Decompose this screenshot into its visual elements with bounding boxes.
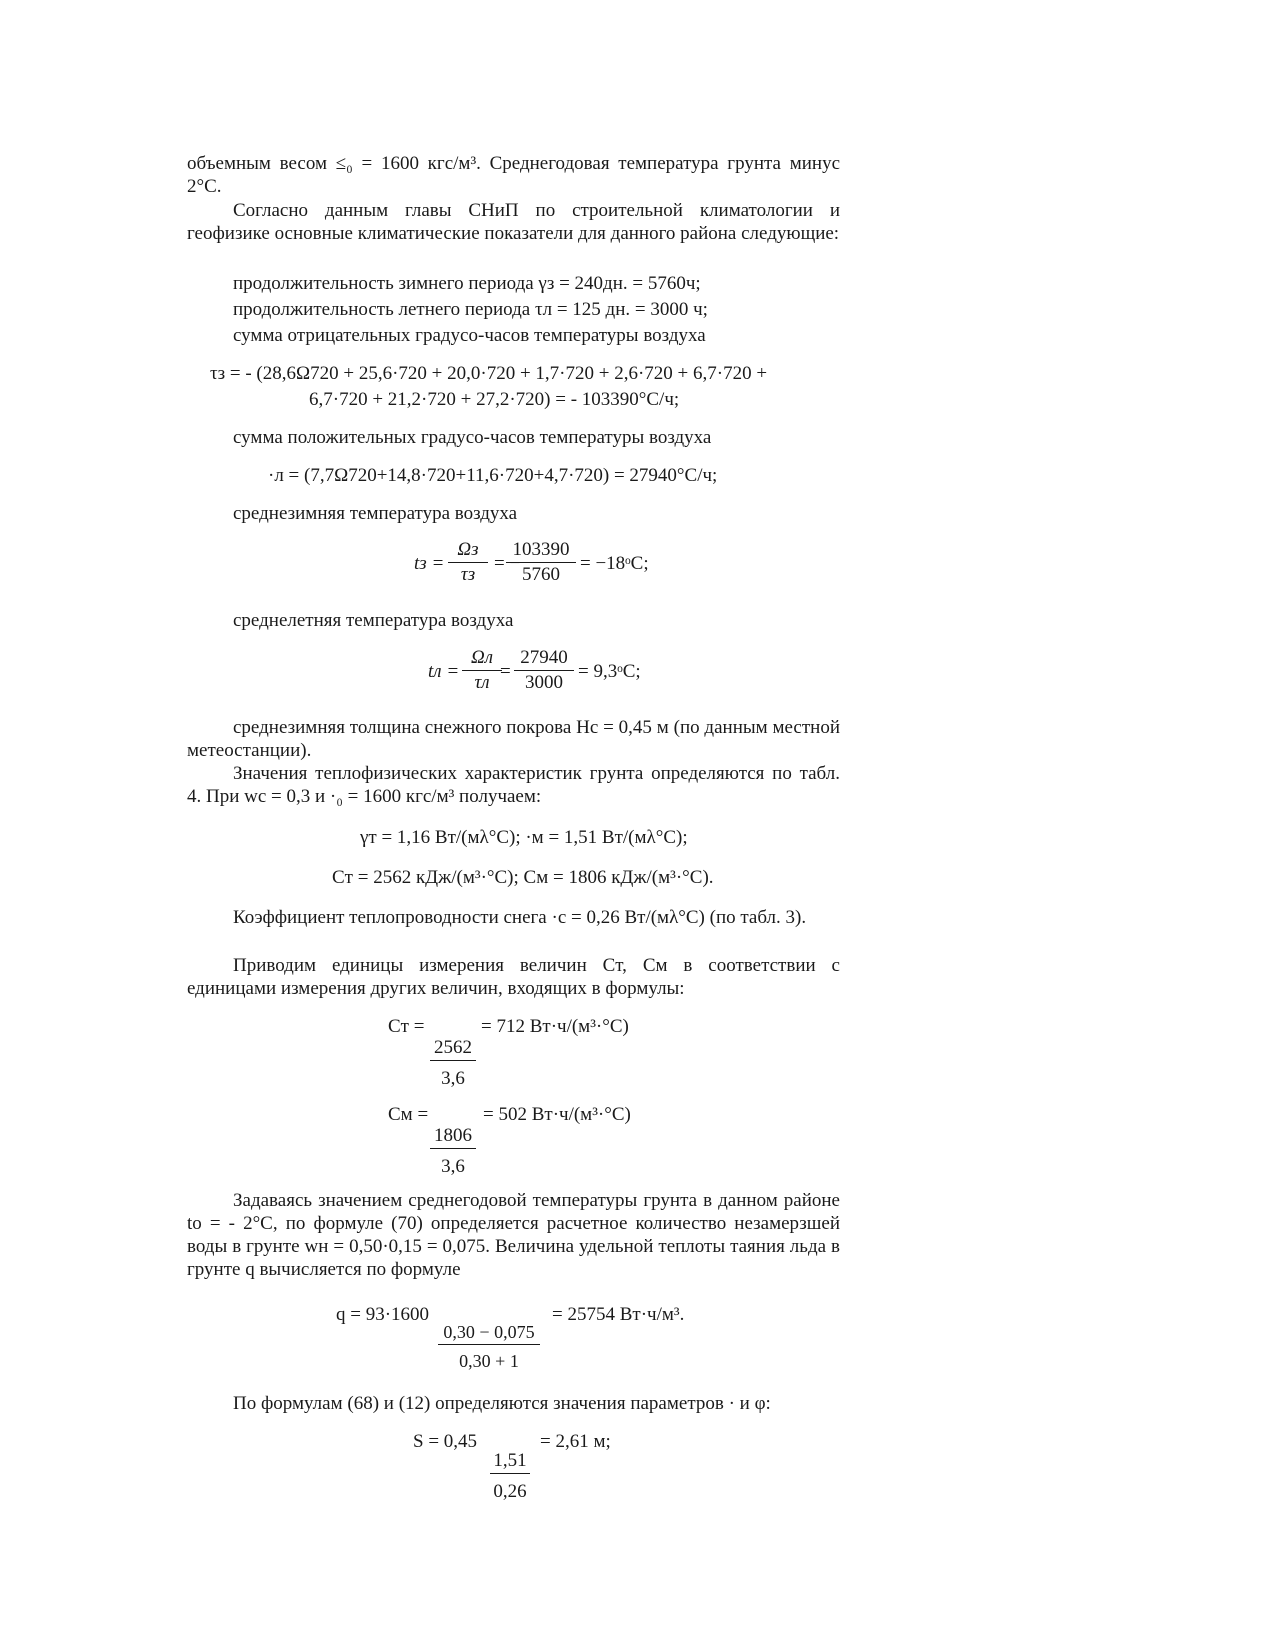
fraction-denominator: 3,6 [441, 1068, 465, 1089]
positive-degree-hours-label: сумма положительных градусо-часов температуры воздуха [233, 427, 712, 448]
eq-summer-mid: = [500, 661, 511, 682]
eq-winter-mid: = − [494, 553, 521, 574]
eq-summer-fraction-numeric [514, 646, 574, 695]
eq-summer-fraction-symbolic [462, 646, 502, 695]
paragraph-parameters: По формулам (68) и (12) определяются значения параметров · и φ: [233, 1393, 771, 1414]
fraction-numerator: Ωл [462, 646, 502, 671]
eq-summer-result: = 9,3ᵒC; [578, 661, 641, 682]
paragraph-unfrozen-water: Задаваясь значением среднегодовой температуры грунта в данном районе tо = - 2°С, по формуле (70) определяется расчетное количество незамерзшей воды в грунте wн = 0,50·0,15 = 0,075. Величина удельной теплоты таяния льда в грунте q вычисляется по формуле [187, 1190, 840, 1280]
eq-s-fraction [490, 1449, 530, 1504]
fraction-denominator: 0,30 + 1 [459, 1351, 519, 1371]
eq-cm-fraction [430, 1124, 476, 1179]
fraction-numerator: 103390 [506, 538, 576, 563]
eq-ct-result: = 712 Вт·ч/(м³·°С) [481, 1016, 629, 1037]
eq-summer-lhs: tл = [428, 661, 460, 682]
fraction-numerator: Ωз [448, 538, 488, 563]
summer-duration-line: продолжительность летнего периода τл = 125 дн. = 3000 ч; [233, 299, 708, 320]
paragraph-snow-conductivity: Коэффициент теплопроводности снега ·с = 0,26 Вт/(мλ°С) (по табл. 3). [233, 907, 807, 928]
eq-ct-lhs: Cт = [388, 1016, 425, 1037]
eq-winter-lhs: tз = [414, 553, 445, 574]
winter-mean-temp-label: среднезимняя температура воздуха [233, 503, 518, 524]
equation-winter-sum-line1: τз = - (28,6Ω720 + 25,6·720 + 20,0·720 + 1,7·720 + 2,6·720 + 6,7·720 + [210, 363, 768, 384]
paragraph-snow-depth: среднезимняя толщина снежного покрова Hс = 0,45 м (по данным местной метеостанции). [187, 717, 840, 761]
winter-duration-line: продолжительность зимнего периода γз = 240дн. = 5760ч; [233, 273, 701, 294]
eq-cm-result: = 502 Вт·ч/(м³·°С) [483, 1104, 631, 1125]
eq-q-result: = 25754 Вт·ч/м³. [552, 1304, 685, 1325]
fraction-numerator: 2562 [430, 1036, 476, 1061]
negative-degree-hours-label: сумма отрицательных градусо-часов температуры воздуха [233, 325, 706, 346]
fraction-numerator: 0,30 − 0,075 [438, 1320, 540, 1345]
fraction-numerator: 1,51 [490, 1449, 530, 1474]
fraction-denominator: 3000 [525, 672, 563, 693]
eq-ct-fraction [430, 1036, 476, 1091]
equation-heat-capacity: Cт = 2562 кДж/(м³·°С); Cм = 1806 кДж/(м³·°С). [332, 867, 714, 888]
paragraph-thermal-properties: Значения теплофизических характеристик грунта определяются по табл. 4. При wс = 0,3 и ·₀ = 1600 кгс/м³ получаем: [187, 763, 840, 807]
eq-q-lhs: q = 93·1600 [336, 1304, 430, 1325]
equation-winter-sum-line2: 6,7·720 + 21,2·720 + 27,2·720) = - 103390°С/ч; [309, 389, 680, 410]
eq-s-result: = 2,61 м; [540, 1431, 611, 1452]
eq-s-lhs: S = 0,45 [413, 1431, 478, 1452]
fraction-denominator: 3,6 [441, 1156, 465, 1177]
eq-cm-lhs: Cм = [388, 1104, 429, 1125]
paragraph-soil-weight: объемным весом ≤₀ = 1600 кгс/м³. Среднегодовая температура грунта минус 2°С. [187, 153, 840, 197]
eq-winter-fraction-numeric [506, 538, 576, 587]
fraction-numerator: 27940 [514, 646, 574, 671]
summer-mean-temp-label: среднелетняя температура воздуха [233, 610, 514, 631]
equation-summer-sum: ·л = (7,7Ω720+14,8·720+11,6·720+4,7·720) = 27940°С/ч; [268, 465, 718, 486]
fraction-denominator: τз [460, 564, 476, 585]
eq-winter-fraction-symbolic [448, 538, 488, 587]
eq-winter-result: = −18ᵒC; [580, 553, 649, 574]
fraction-numerator: 1806 [430, 1124, 476, 1149]
fraction-denominator: 0,26 [493, 1481, 527, 1502]
paragraph-unit-conversion: Приводим единицы измерения величин Cт, Cм в соответствии с единицами измерения других величин, входящих в формулы: [187, 955, 840, 999]
fraction-denominator: 5760 [522, 564, 560, 585]
equation-conductivity: γт = 1,16 Вт/(мλ°С); ·м = 1,51 Вт/(мλ°С); [360, 827, 688, 848]
fraction-denominator: τл [474, 672, 490, 693]
paragraph-snip-intro: Согласно данным главы СНиП по строительной климатологии и геофизике основные климатические показатели для данного района следующие: [187, 200, 840, 244]
eq-q-fraction [438, 1320, 540, 1373]
